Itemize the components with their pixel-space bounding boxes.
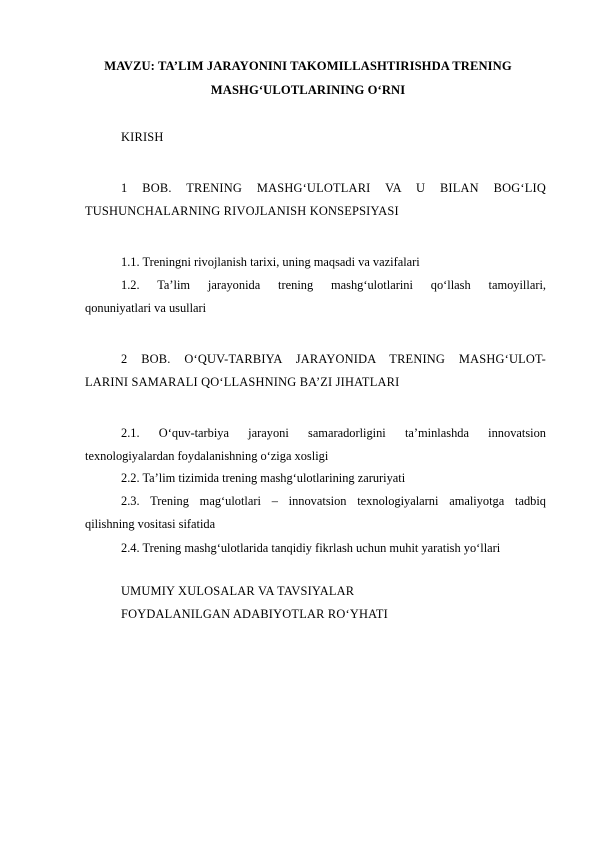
toc-intro: KIRISH (121, 130, 164, 144)
toc-section-2-4: 2.4. Trening mashg‘ulotlarida tanqidiy fikrlash uchun muhit yaratish yo‘llari (121, 541, 501, 555)
toc-chapter2-line1: 2 BOB. O‘QUV-TARBIYA JARAYONIDA TRENING MASHG‘ULOT- (121, 352, 546, 366)
toc-section-1-2-line2: qonuniyatlari va usullari (85, 301, 207, 315)
toc-section-2-3-line2: qilishning vositasi sifatida (85, 517, 216, 531)
toc-section-2-2: 2.2. Ta’lim tizimida trening mashg‘ulotlarining zaruriyati (121, 471, 406, 485)
document-title-line1: MAVZU: TA’LIM JARAYONINI TAKOMILLASHTIRISHDA TRENING (104, 59, 512, 73)
toc-section-2-3-line1: 2.3. Trening mag‘ulotlari – innovatsion texnologiyalarni amaliyotga tadbiq (121, 494, 546, 508)
toc-chapter1-line2: TUSHUNCHALARNING RIVOJLANISH KONSEPSIYASI (85, 204, 399, 218)
toc-conclusion: UMUMIY XULOSALAR VA TAVSIYALAR (121, 584, 355, 598)
toc-chapter1-line1: 1 BOB. TRENING MASHG‘ULOTLARI VA U BILAN BOG‘LIQ (121, 181, 546, 195)
toc-section-2-1-line2: texnologiyalardan foydalanishning o‘ziga xosligi (85, 449, 329, 463)
toc-section-1-1: 1.1. Treningni rivojlanish tarixi, uning maqsadi va vazifalari (121, 255, 420, 269)
toc-chapter2-line2: LARINI SAMARALI QO‘LLASHNING BA’ZI JIHATLARI (85, 375, 400, 389)
toc-references: FOYDALANILGAN ADABIYOTLAR RO‘YHATI (121, 607, 388, 621)
toc-section-2-1-line1: 2.1. O‘quv-tarbiya jarayoni samaradorligini ta’minlashda innovatsion (121, 426, 546, 440)
toc-section-1-2-line1: 1.2. Ta’lim jarayonida trening mashg‘ulotlarini qo‘llash tamoyillari, (121, 278, 546, 292)
document-title-line2: MASHG‘ULOTLARINING O‘RNI (210, 83, 406, 97)
